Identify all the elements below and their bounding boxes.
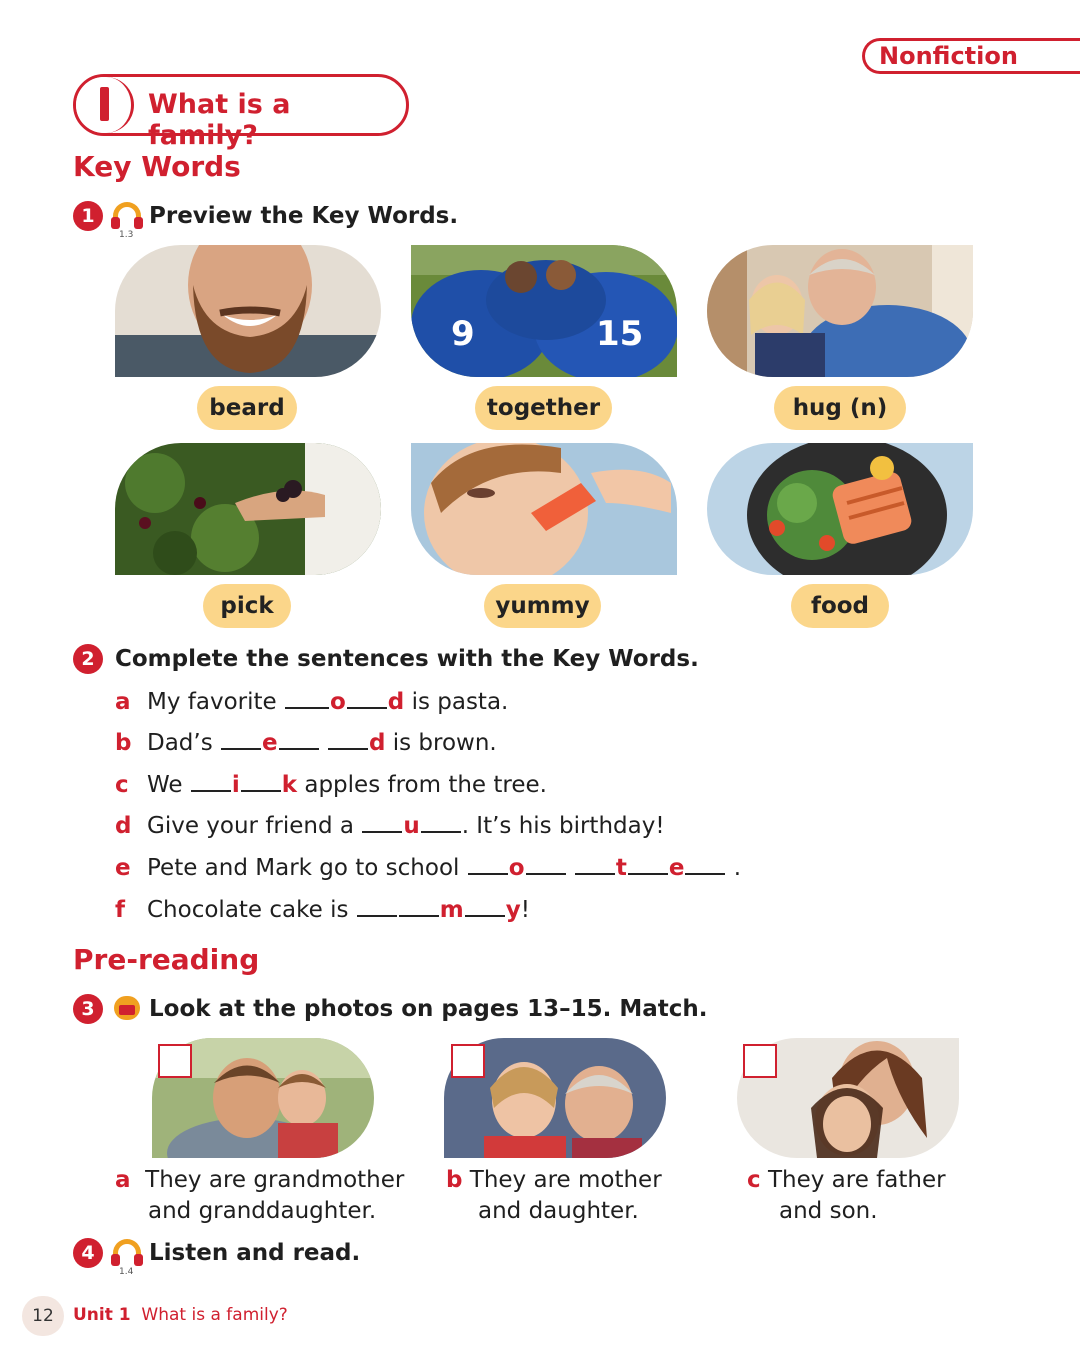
caption-line-1: They are mother: [469, 1167, 662, 1193]
book-icon: [111, 993, 145, 1025]
exercise-text: Look at the photos on pages 13–15. Match.: [149, 996, 708, 1022]
genre-label: Nonfiction: [879, 42, 1018, 70]
exercise-number: 1: [73, 201, 103, 231]
given-letter: e: [668, 855, 685, 881]
sentence-text: Give your friend a: [147, 813, 354, 839]
item-letter: c: [115, 772, 129, 798]
pick-photo: [115, 443, 381, 575]
svg-text:9: 9: [451, 314, 475, 354]
blank[interactable]: [465, 895, 505, 917]
blank[interactable]: [468, 853, 508, 875]
exercise-4-instruction: [73, 1237, 361, 1277]
exercise-number: 4: [73, 1238, 103, 1268]
item-letter: f: [115, 897, 126, 923]
given-letter: i: [231, 772, 240, 798]
blank[interactable]: [191, 770, 231, 792]
blank[interactable]: [241, 770, 281, 792]
blank[interactable]: [421, 811, 461, 833]
blank[interactable]: [285, 687, 329, 709]
blank[interactable]: [399, 895, 439, 917]
sentence-text: apples from the tree.: [304, 772, 547, 798]
sentence-text: Dad’s: [147, 730, 213, 756]
match-caption-b: [446, 1165, 662, 1227]
audio-icon[interactable]: [111, 200, 145, 240]
sentence-text: . It’s his birthday!: [461, 813, 665, 839]
blank[interactable]: [526, 853, 566, 875]
sentence-text: My favorite: [147, 689, 277, 715]
caption-letter: b: [446, 1167, 463, 1193]
match-caption-c: [747, 1165, 946, 1227]
caption-line-2: and granddaughter.: [148, 1198, 377, 1224]
sentence-e: [115, 852, 741, 884]
sentence-text: We: [147, 772, 183, 798]
beard-photo: [115, 245, 381, 377]
sentence-text: Pete and Mark go to school: [147, 855, 460, 881]
exercise-text: Preview the Key Words.: [149, 203, 459, 229]
given-letter: e: [262, 730, 278, 756]
given-letter: o: [329, 689, 346, 715]
genre-tag: [862, 38, 1080, 74]
key-word-hug: hug (n): [774, 386, 906, 430]
hug-photo: [707, 245, 973, 377]
blank[interactable]: [357, 895, 397, 917]
caption-letter: a: [115, 1167, 131, 1193]
audio-track-label: 1.4: [119, 1267, 134, 1277]
blank[interactable]: [347, 687, 387, 709]
item-letter: d: [115, 813, 132, 839]
sentence-text: .: [733, 855, 742, 881]
sentence-c: [115, 769, 547, 801]
item-letter: e: [115, 855, 131, 881]
food-photo: [707, 443, 973, 575]
caption-letter: c: [747, 1167, 761, 1193]
item-letter: a: [115, 689, 131, 715]
exercise-3-instruction: [73, 993, 708, 1025]
blank[interactable]: [685, 853, 725, 875]
given-letter: u: [403, 813, 420, 839]
footer-unit: Unit 1: [73, 1305, 131, 1325]
match-checkbox-1[interactable]: [158, 1044, 192, 1078]
svg-text:15: 15: [596, 314, 644, 354]
key-word-food: food: [791, 584, 889, 628]
sentence-text: !: [520, 897, 530, 923]
match-checkbox-3[interactable]: [743, 1044, 777, 1078]
given-letter: m: [439, 897, 464, 923]
exercise-number: 3: [73, 994, 103, 1024]
unit-number-badge: [76, 77, 134, 133]
exercise-text: Listen and read.: [149, 1240, 361, 1266]
blank[interactable]: [628, 853, 668, 875]
unit-number-glyph: [100, 87, 109, 121]
blank[interactable]: [221, 728, 261, 750]
sentence-b: [115, 727, 497, 759]
exercise-2-instruction: [73, 643, 699, 675]
given-letter: y: [505, 897, 521, 923]
given-letter: k: [281, 772, 298, 798]
headphones-icon: [113, 1239, 141, 1263]
audio-track-label: 1.3: [119, 230, 134, 240]
pre-reading-heading: Pre-reading: [73, 943, 260, 976]
exercise-number: 2: [73, 644, 103, 674]
blank[interactable]: [575, 853, 615, 875]
key-word-yummy: yummy: [484, 584, 601, 628]
given-letter: d: [387, 689, 405, 715]
given-letter: o: [508, 855, 525, 881]
unit-title-banner: [73, 74, 409, 151]
audio-icon[interactable]: [111, 1237, 145, 1277]
yummy-photo: [411, 443, 677, 575]
match-caption-a: [115, 1165, 404, 1227]
item-letter: b: [115, 730, 132, 756]
sentence-text: Chocolate cake is: [147, 897, 349, 923]
sentence-text: is brown.: [392, 730, 497, 756]
exercise-1-instruction: [73, 200, 459, 240]
key-word-beard: beard: [197, 386, 297, 430]
caption-line-2: and son.: [779, 1198, 878, 1224]
blank[interactable]: [328, 728, 368, 750]
caption-line-1: They are grandmother: [145, 1167, 405, 1193]
blank[interactable]: [362, 811, 402, 833]
given-letter: d: [368, 730, 386, 756]
blank[interactable]: [279, 728, 319, 750]
together-photo: [411, 245, 677, 377]
page-number: 12: [22, 1296, 64, 1336]
caption-line-1: They are father: [767, 1167, 946, 1193]
sentence-a: [115, 686, 508, 718]
key-word-pick: pick: [203, 584, 291, 628]
sentence-d: [115, 810, 665, 842]
caption-line-2: and daughter.: [478, 1198, 639, 1224]
footer-unit-label: [73, 1305, 288, 1325]
sentence-f: [115, 894, 530, 926]
sentence-text: is pasta.: [411, 689, 509, 715]
given-letter: t: [615, 855, 627, 881]
footer-unit-title: What is a family?: [141, 1305, 288, 1325]
open-book-icon: [114, 996, 140, 1020]
unit-title: What is a family?: [148, 89, 291, 151]
key-word-together: together: [475, 386, 612, 430]
exercise-text: Complete the sentences with the Key Words.: [115, 646, 699, 672]
headphones-icon: [113, 202, 141, 226]
key-words-heading: Key Words: [73, 150, 241, 183]
match-checkbox-2[interactable]: [451, 1044, 485, 1078]
